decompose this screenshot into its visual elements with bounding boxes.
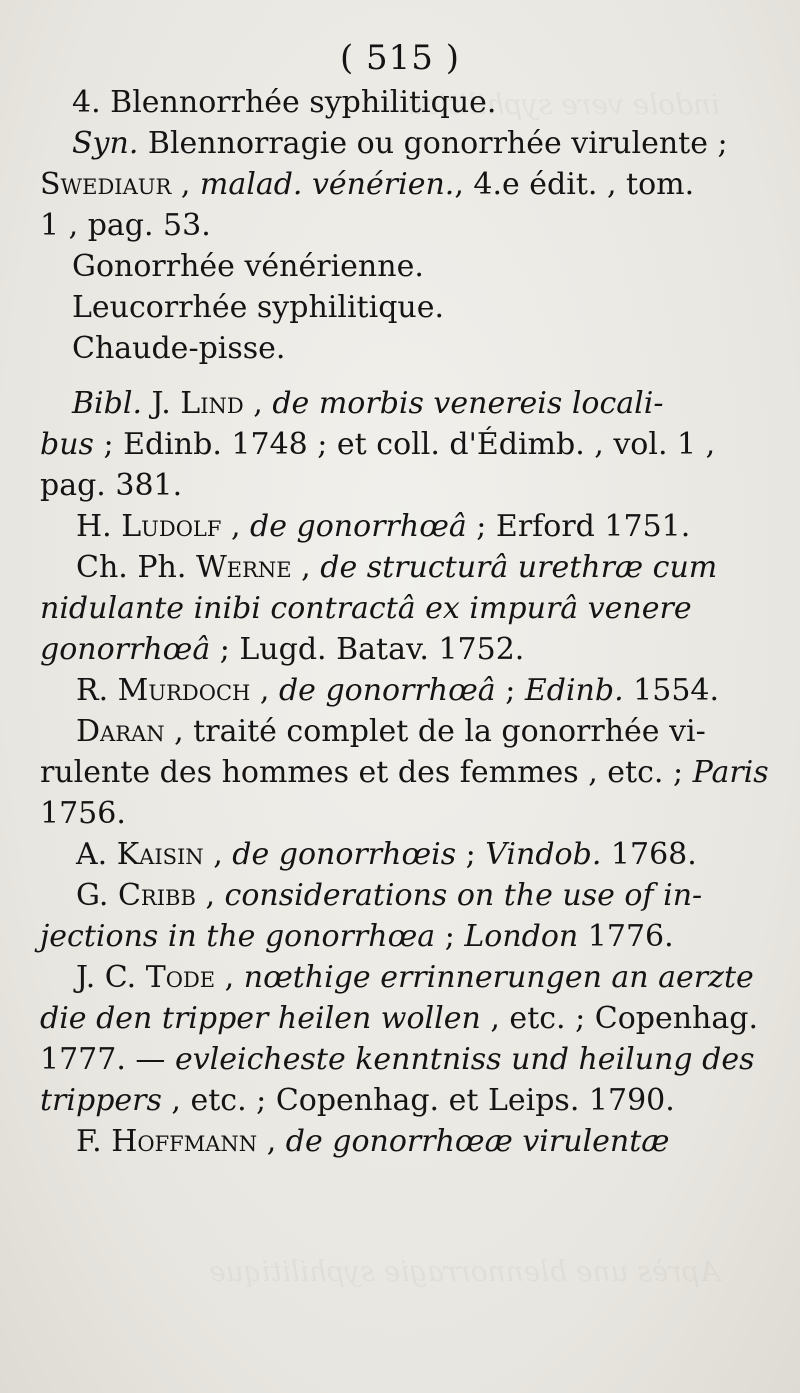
bibliography-line: die den tripper heilen wollen , etc. ; Copenhag. — [40, 1001, 759, 1036]
work-title: de gonorrhœâ — [278, 673, 496, 708]
page-number: ( 515 ) — [339, 38, 461, 78]
bibliography-line: 1756. — [40, 796, 126, 831]
bibliography-entry: A. Kaisin , de gonorrhœis ; Vindob. 1768. — [76, 837, 697, 872]
bibliography-line: nidulante inibi contractâ ex impurâ venere — [40, 591, 692, 626]
bibliography-entry: Daran , traité complet de la gonorrhée vi- — [76, 714, 706, 749]
work-title: considerations on the use of in- — [224, 878, 703, 913]
work-title: malad. vénérien. — [199, 167, 455, 202]
bibliography-line: jections in the gonorrhœa ; London 1776. — [40, 919, 674, 954]
work-title: de gonorrhœâ — [250, 509, 467, 544]
synonym-text: Blennorragie ou gonorrhée virulente ; — [147, 126, 728, 161]
bibliography-line: pag. 381. — [40, 468, 183, 503]
bibliography-entry: Bibl. J. Lind , de morbis venereis locali- — [72, 386, 664, 421]
bibliography-entry: G. Cribb , considerations on the use of in- — [76, 878, 703, 913]
show-through-text: Après une blennorragie syphilitique — [209, 1255, 720, 1288]
synonym-line: Swediaur , malad. vénérien., 4.e édit. , tom. — [40, 167, 695, 202]
work-title: de structurâ urethræ cum — [320, 550, 718, 585]
author-name: Cribb — [117, 878, 196, 913]
section-heading: 4. Blennorrhée syphilitique. — [72, 85, 497, 120]
show-through-text: indole vere syphilitica — [406, 88, 720, 121]
bibliography-entry: R. Murdoch , de gonorrhœâ ; Edinb. 1554. — [76, 673, 720, 708]
bibliography-entry: Ch. Ph. Werne , de structurâ urethræ cum — [76, 550, 718, 585]
author-name: Swediaur — [40, 167, 172, 202]
work-title: de morbis venereis locali- — [272, 386, 664, 421]
work-title: nœthige errinnerungen an aerzte — [243, 960, 754, 995]
work-title: de gonorrhœis — [232, 837, 457, 872]
paragraph-gap — [40, 369, 760, 383]
work-title: de gonorrhœæ virulentæ — [285, 1124, 670, 1159]
synonym-line: Chaude-pisse. — [72, 331, 286, 366]
bibliography-line: bus ; Edinb. 1748 ; et coll. d'Édimb. , vol. 1 , — [40, 427, 716, 462]
author-name: Kaisin — [116, 837, 204, 872]
syn-label: Syn. — [72, 126, 139, 161]
bibliography-entry: F. Hoffmann , de gonorrhœæ virulentæ — [76, 1124, 670, 1159]
bibliography-line: gonorrhœâ ; Lugd. Batav. 1752. — [40, 632, 525, 667]
bibliography-entry: H. Ludolf , de gonorrhœâ ; Erford 1751. — [76, 509, 691, 544]
author-name: Hoffmann — [111, 1124, 258, 1159]
synonym-line: Leucorrhée syphilitique. — [72, 290, 445, 325]
bibliography-line: rulente des hommes et des femmes , etc. ; Paris — [40, 755, 769, 790]
bibliography-entry: J. C. Tode , nœthige errinnerungen an aerzte — [76, 960, 754, 995]
synonym-line: Gonorrhée vénérienne. — [72, 249, 424, 284]
synonym-line: 1 , pag. 53. — [40, 208, 211, 243]
bibliography-line: 1777. — evleicheste kenntniss und heilung des — [40, 1042, 755, 1077]
author-name: Murdoch — [117, 673, 251, 708]
author-name: Daran — [76, 714, 165, 749]
bibliography-line: trippers , etc. ; Copenhag. et Leips. 1790. — [40, 1083, 675, 1118]
author-name: Tode — [145, 960, 216, 995]
author-name: Ludolf — [121, 509, 222, 544]
author-name: Werne — [195, 550, 292, 585]
author-name: Lind — [180, 386, 244, 421]
text-block — [40, 82, 769, 1162]
synonym-line — [40, 123, 760, 164]
bibl-label: Bibl. — [72, 386, 142, 421]
